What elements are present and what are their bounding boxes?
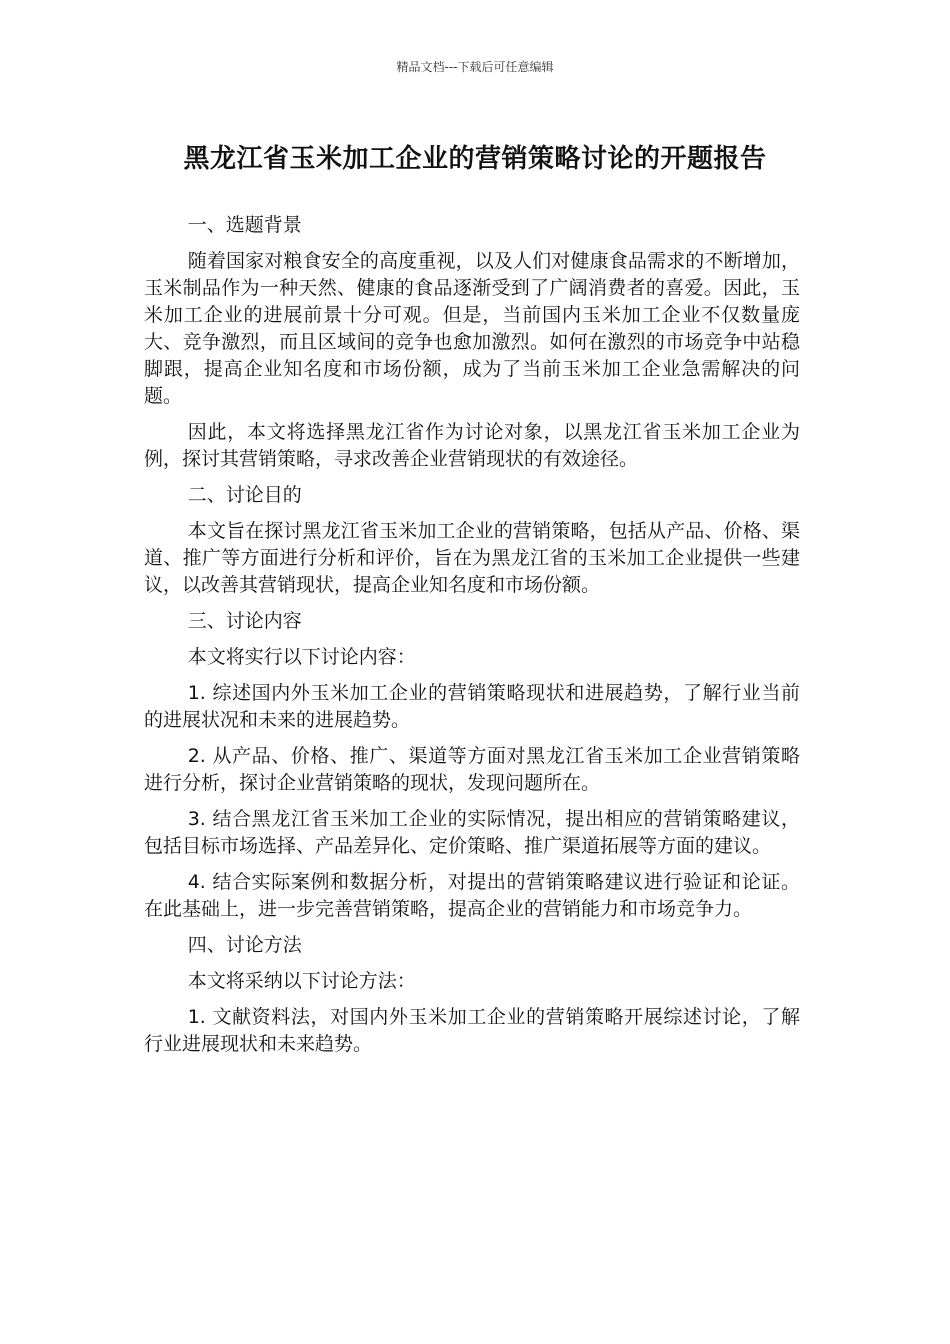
- paragraph-background-2: 因此，本文将选择黑龙江省作为讨论对象，以黑龙江省玉米加工企业为例，探讨其营销策略，寻求改善企业营销现状的有效途径。: [144, 421, 800, 470]
- list-item-content-2: 2. 从产品、价格、推广、渠道等方面对黑龙江省玉米加工企业营销策略进行分析，探讨企业营销策略的现状，发现问题所在。: [144, 745, 800, 794]
- paragraph-purpose: 本文旨在探讨黑龙江省玉米加工企业的营销策略，包括从产品、价格、渠道、推广等方面进行分析和评价，旨在为黑龙江省的玉米加工企业提供一些建议，以改善其营销现状，提高企业知名度和市场份额。: [144, 520, 800, 596]
- section-heading-background: 一、选题背景: [187, 214, 302, 236]
- paragraph-content-intro: 本文将实行以下讨论内容：: [187, 646, 416, 668]
- document-title: 黑龙江省玉米加工企业的营销策略讨论的开题报告: [183, 144, 767, 174]
- list-item-content-4: 4. 结合实际案例和数据分析，对提出的营销策略建议进行验证和论证。在此基础上，进一步完善营销策略，提高企业的营销能力和市场竞争力。: [144, 871, 800, 920]
- section-heading-content: 三、讨论内容: [187, 610, 302, 632]
- header-note: 精品文档---下载后可任意编辑: [396, 60, 554, 74]
- list-item-content-1: 1. 综述国内外玉米加工企业的营销策略现状和进展趋势，了解行业当前的进展状况和未来的进展趋势。: [144, 682, 800, 731]
- paragraph-background-1: 随着国家对粮食安全的高度重视，以及人们对健康食品需求的不断增加，玉米制品作为一种天然、健康的食品逐渐受到了广阔消费者的喜爱。因此，玉米加工企业的进展前景十分可观。但是，当前国内玉米加工企业不仅数量庞大、竞争激烈，而且区域间的竞争也愈加激烈。如何在激烈的市场竞争中站稳脚跟，提高企业知名度和市场份额，成为了当前玉米加工企业急需解决的问题。: [144, 250, 800, 407]
- section-heading-method: 四、讨论方法: [187, 934, 302, 956]
- list-item-content-3: 3. 结合黑龙江省玉米加工企业的实际情况，提出相应的营销策略建议，包括目标市场选择、产品差异化、定价策略、推广渠道拓展等方面的建议。: [144, 808, 800, 857]
- paragraph-method-intro: 本文将采纳以下讨论方法：: [187, 970, 416, 992]
- section-heading-purpose: 二、讨论目的: [187, 484, 302, 506]
- document-body: [144, 212, 800, 1067]
- list-item-method-1: 1. 文献资料法，对国内外玉米加工企业的营销策略开展综述讨论，了解行业进展现状和未来趋势。: [144, 1006, 800, 1055]
